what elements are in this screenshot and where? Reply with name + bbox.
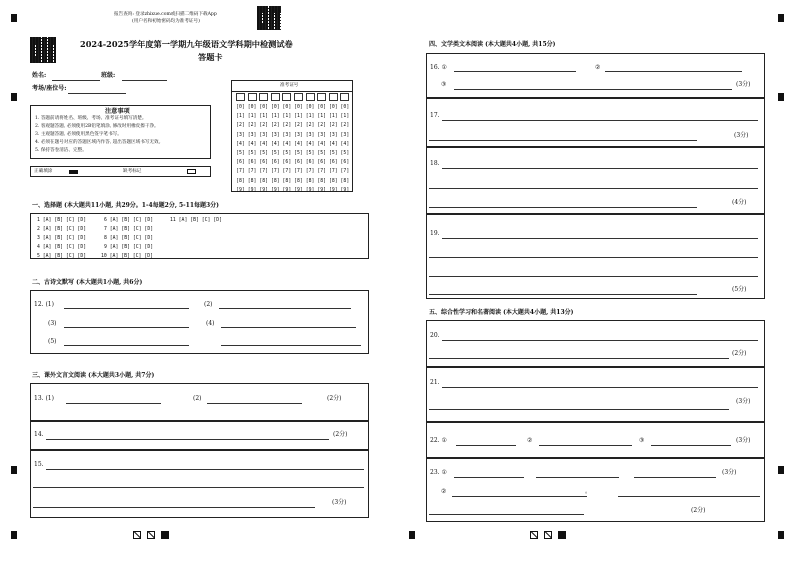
q15-line-3[interactable] bbox=[33, 507, 315, 508]
exam-id-write-cell[interactable] bbox=[306, 93, 315, 101]
q18-line-1[interactable] bbox=[442, 168, 758, 169]
exam-id-digit-bubble[interactable]: [0] bbox=[294, 105, 303, 110]
exam-id-write-cell[interactable] bbox=[317, 93, 326, 101]
q13-answer-box bbox=[30, 383, 369, 421]
q18-label: 18. bbox=[430, 160, 440, 167]
q15-line-1[interactable] bbox=[46, 469, 364, 470]
exam-id-column bbox=[247, 92, 258, 195]
exam-id-column bbox=[339, 92, 350, 195]
q20-answer-box bbox=[426, 320, 765, 367]
exam-id-digit-bubble[interactable]: [8] bbox=[305, 178, 315, 184]
exam-id-digit-bubble[interactable]: [4] bbox=[294, 141, 303, 147]
corner-mark bbox=[11, 93, 17, 101]
q14-blank[interactable] bbox=[46, 439, 329, 440]
exam-id-box bbox=[231, 80, 353, 192]
exam-id-digit-bubble[interactable]: [7] bbox=[317, 169, 327, 175]
exam-id-digit-bubble[interactable]: [2] bbox=[328, 123, 338, 129]
exam-id-digit-bubble[interactable]: [0] bbox=[305, 105, 315, 110]
page-id-box bbox=[558, 531, 566, 539]
exam-id-column bbox=[328, 92, 339, 195]
page-title: 2024-2025学年度第一学期九年级语文学科期中检测试卷 bbox=[80, 39, 293, 49]
q17-label: 17. bbox=[430, 112, 440, 119]
choice-row[interactable]: 7 [A] [B] [C] [D] bbox=[104, 227, 154, 232]
q13-part2-label: (2) bbox=[193, 395, 202, 402]
exam-id-digit-bubble[interactable]: [2] bbox=[270, 123, 280, 129]
exam-id-digit-bubble[interactable]: [8] bbox=[340, 178, 350, 184]
q12-blank-1[interactable] bbox=[64, 308, 189, 309]
exam-id-digit-bubble[interactable]: [5] bbox=[328, 150, 338, 156]
exam-id-digit-bubble[interactable]: [1] bbox=[340, 114, 350, 120]
exam-id-digit-bubble[interactable]: [0] bbox=[259, 105, 269, 110]
exam-id-digit-bubble[interactable]: [0] bbox=[247, 105, 257, 110]
q23-blank-5[interactable] bbox=[618, 496, 760, 497]
q15-line-2[interactable] bbox=[33, 487, 364, 488]
exam-id-digit-bubble[interactable]: [8] bbox=[294, 178, 303, 184]
exam-id-digit-bubble[interactable]: [8] bbox=[247, 178, 257, 184]
exam-id-digit-bubble[interactable]: [3] bbox=[340, 132, 350, 138]
exam-id-digit-bubble[interactable]: [9] bbox=[236, 187, 245, 193]
section1-title: 一、选择题 (本大题共11小题, 共29分。1-4每题2分, 5-11每题3分) bbox=[32, 202, 220, 209]
choice-row[interactable]: 3 [A] [B] [C] [D] bbox=[37, 236, 87, 241]
q22-blank-2[interactable] bbox=[539, 445, 632, 446]
exam-id-digit-bubble[interactable]: [7] bbox=[294, 169, 303, 175]
q22-blank-3[interactable] bbox=[651, 445, 731, 446]
exam-id-digit-bubble[interactable]: [5] bbox=[282, 150, 292, 156]
q12-blank-2[interactable] bbox=[219, 308, 351, 309]
section3-title: 三、课外文言文阅读 (本大题共3小题, 共7分) bbox=[32, 372, 155, 379]
exam-id-digit-bubble[interactable]: [4] bbox=[236, 141, 245, 147]
corner-mark bbox=[778, 93, 784, 101]
room-seat-field[interactable] bbox=[68, 93, 126, 94]
exam-id-digit-bubble[interactable]: [5] bbox=[294, 150, 303, 156]
q16-part3-label: ③ bbox=[441, 81, 447, 88]
correct-fill-sample bbox=[69, 170, 78, 174]
q16-blank-1[interactable] bbox=[454, 71, 576, 72]
q15-answer-box bbox=[30, 450, 369, 518]
q22-score: (3分) bbox=[736, 437, 751, 444]
q23-score-1: (3分) bbox=[722, 469, 737, 476]
exam-id-digit-bubble[interactable]: [7] bbox=[247, 169, 257, 175]
page-id-box bbox=[147, 531, 155, 539]
exam-id-digit-bubble[interactable]: [8] bbox=[259, 178, 269, 184]
q23-answer-box bbox=[426, 458, 765, 522]
q22-answer-box bbox=[426, 422, 765, 458]
exam-id-digit-bubble[interactable]: [7] bbox=[259, 169, 269, 175]
exam-id-digit-bubble[interactable]: [1] bbox=[282, 114, 292, 120]
exam-id-digit-bubble[interactable]: [2] bbox=[340, 123, 350, 129]
exam-id-column bbox=[270, 92, 281, 195]
exam-id-digit-bubble[interactable]: [5] bbox=[259, 150, 269, 156]
q17-line-1[interactable] bbox=[442, 120, 758, 121]
exam-id-digit-bubble[interactable]: [6] bbox=[317, 160, 327, 166]
exam-id-digit-bubble[interactable]: [6] bbox=[340, 160, 350, 166]
q18-score: (4分) bbox=[732, 199, 747, 206]
q23-blank-2[interactable] bbox=[536, 477, 619, 478]
exam-id-write-cell[interactable] bbox=[340, 93, 349, 101]
exam-id-digit-bubble[interactable]: [6] bbox=[247, 160, 257, 166]
q20-line-2[interactable] bbox=[429, 358, 729, 359]
q21-score: (3分) bbox=[736, 398, 751, 405]
corner-mark bbox=[778, 531, 784, 539]
exam-id-column bbox=[293, 92, 304, 195]
exam-id-column bbox=[316, 92, 327, 195]
q18-answer-box bbox=[426, 147, 765, 214]
exam-id-digit-bubble[interactable]: [8] bbox=[236, 178, 245, 184]
exam-id-digit-bubble[interactable]: [3] bbox=[259, 132, 269, 138]
exam-id-digit-bubble[interactable]: [6] bbox=[328, 160, 338, 166]
q19-answer-box bbox=[426, 214, 765, 299]
corner-mark bbox=[11, 466, 17, 474]
corner-mark bbox=[409, 531, 415, 539]
exam-id-digit-bubble[interactable]: [7] bbox=[236, 169, 245, 175]
q23-period: 。 bbox=[585, 488, 592, 495]
choice-row[interactable]: 2 [A] [B] [C] [D] bbox=[37, 227, 87, 232]
q14-answer-box bbox=[30, 421, 369, 450]
q21-line-2[interactable] bbox=[429, 409, 729, 410]
corner-mark bbox=[778, 466, 784, 474]
exam-id-digit-bubble[interactable]: [0] bbox=[317, 105, 327, 110]
page-id-box bbox=[161, 531, 169, 539]
exam-id-digit-bubble[interactable]: [4] bbox=[247, 141, 257, 147]
exam-id-digit-bubble[interactable]: [1] bbox=[305, 114, 315, 120]
choice-row[interactable]: 8 [A] [B] [C] [D] bbox=[104, 236, 154, 241]
report-query-text: 报告查询: 登录zhixue.com或扫描二维码下载App bbox=[114, 12, 217, 17]
q19-score: (5分) bbox=[732, 286, 747, 293]
q19-line-2[interactable] bbox=[429, 257, 758, 258]
choice-row[interactable]: 10 [A] [B] [C] [D] bbox=[101, 254, 153, 259]
notice-item: 2. 客观题答题, 必须使用2B铅笔填涂, 修改时用橡皮擦干净。 bbox=[35, 124, 159, 129]
exam-id-digit-bubble[interactable]: [9] bbox=[247, 187, 257, 193]
q22-blank-1[interactable] bbox=[456, 445, 516, 446]
fill-example-box bbox=[30, 166, 211, 177]
exam-id-digit-bubble[interactable]: [6] bbox=[270, 160, 280, 166]
notice-item: 3. 主观题答题, 必须使用黑色签字笔书写。 bbox=[35, 132, 122, 137]
exam-id-digit-bubble[interactable]: [2] bbox=[236, 123, 245, 129]
exam-id-digit-bubble[interactable]: [2] bbox=[259, 123, 269, 129]
section4-title: 四、文学类文本阅读 (本大题共4小题, 共15分) bbox=[429, 41, 556, 48]
exam-id-digit-bubble[interactable]: [3] bbox=[328, 132, 338, 138]
q13-blank-1[interactable] bbox=[66, 403, 161, 404]
name-label: 姓名: bbox=[32, 72, 47, 79]
choice-row[interactable]: 9 [A] [B] [C] [D] bbox=[104, 245, 154, 250]
exam-id-digit-bubble[interactable]: [2] bbox=[294, 123, 303, 129]
page-id-box bbox=[530, 531, 538, 539]
exam-id-digit-bubble[interactable]: [6] bbox=[294, 160, 303, 166]
exam-id-digit-bubble[interactable]: [7] bbox=[305, 169, 315, 175]
q19-line-1[interactable] bbox=[442, 238, 758, 239]
exam-id-digit-bubble[interactable]: [9] bbox=[305, 187, 315, 193]
exam-id-digit-bubble[interactable]: [2] bbox=[305, 123, 315, 129]
exam-id-digit-bubble[interactable]: [4] bbox=[317, 141, 327, 147]
corner-mark bbox=[11, 14, 17, 22]
q16-part2-label: ② bbox=[595, 64, 601, 71]
exam-id-digit-bubble[interactable]: [1] bbox=[317, 114, 327, 120]
q12-part5-label: (5) bbox=[48, 338, 57, 345]
q12-part3-label: (3) bbox=[48, 320, 57, 327]
q22-part3-label: ③ bbox=[639, 437, 645, 444]
q23-score-2: (2分) bbox=[691, 507, 706, 514]
exam-id-digit-bubble[interactable]: [9] bbox=[340, 187, 350, 193]
q20-label: 20. bbox=[430, 332, 440, 339]
choice-row[interactable]: 5 [A] [B] [C] [D] bbox=[37, 254, 87, 259]
exam-id-digit-bubble[interactable]: [6] bbox=[282, 160, 292, 166]
section2-title: 二、古诗文默写 (本大题共1小题, 共6分) bbox=[32, 279, 143, 286]
exam-id-digit-bubble[interactable]: [7] bbox=[282, 169, 292, 175]
q18-line-2[interactable] bbox=[429, 188, 758, 189]
notice-title: 注意事项 bbox=[105, 108, 130, 115]
q23-label: 23. ① bbox=[430, 469, 447, 476]
q13-blank-2[interactable] bbox=[207, 403, 302, 404]
exam-id-digit-bubble[interactable]: [0] bbox=[340, 105, 350, 110]
exam-id-digit-bubble[interactable]: [1] bbox=[247, 114, 257, 120]
notice-box bbox=[30, 105, 211, 159]
exam-id-digit-bubble[interactable]: [9] bbox=[259, 187, 269, 193]
q13-score: (2分) bbox=[327, 395, 342, 402]
exam-id-digit-bubble[interactable]: [6] bbox=[259, 160, 269, 166]
exam-id-digit-bubble[interactable]: [5] bbox=[236, 150, 245, 156]
exam-id-column bbox=[258, 92, 269, 195]
exam-id-write-cell[interactable] bbox=[282, 93, 291, 101]
exam-id-digit-bubble[interactable]: [6] bbox=[305, 160, 315, 166]
exam-id-digit-bubble[interactable]: [5] bbox=[247, 150, 257, 156]
exam-id-write-cell[interactable] bbox=[236, 93, 245, 101]
page-id-box bbox=[133, 531, 141, 539]
corner-mark bbox=[11, 531, 17, 539]
q12-part2-label: (2) bbox=[204, 301, 213, 308]
q15-score: (3分) bbox=[332, 499, 347, 506]
q16-blank-2[interactable] bbox=[605, 71, 742, 72]
q12-part4-label: (4) bbox=[206, 320, 215, 327]
exam-id-digit-bubble[interactable]: [0] bbox=[328, 105, 338, 110]
exam-id-digit-bubble[interactable]: [4] bbox=[259, 141, 269, 147]
q19-line-4[interactable] bbox=[429, 294, 697, 295]
q12-blank-6[interactable] bbox=[221, 345, 361, 346]
exam-id-digit-bubble[interactable]: [1] bbox=[270, 114, 280, 120]
exam-id-write-cell[interactable] bbox=[259, 93, 268, 101]
exam-id-digit-bubble[interactable]: [3] bbox=[294, 132, 303, 138]
exam-id-digit-bubble[interactable]: [3] bbox=[247, 132, 257, 138]
exam-id-digit-bubble[interactable]: [3] bbox=[317, 132, 327, 138]
q23-blank-6[interactable] bbox=[429, 514, 584, 515]
exam-id-digit-bubble[interactable]: [7] bbox=[328, 169, 338, 175]
name-field[interactable] bbox=[52, 80, 100, 81]
exam-id-column bbox=[235, 92, 246, 195]
exam-id-digit-bubble[interactable]: [5] bbox=[317, 150, 327, 156]
exam-id-digit-bubble[interactable]: [0] bbox=[282, 105, 292, 110]
q15-label: 15. bbox=[34, 461, 44, 468]
exam-id-digit-bubble[interactable]: [8] bbox=[282, 178, 292, 184]
exam-id-write-cell[interactable] bbox=[294, 93, 303, 101]
exam-id-column bbox=[281, 92, 292, 195]
exam-id-write-cell[interactable] bbox=[329, 93, 338, 101]
q14-label: 14. bbox=[34, 431, 44, 438]
exam-id-digit-bubble[interactable]: [2] bbox=[317, 123, 327, 129]
exam-id-digit-bubble[interactable]: [3] bbox=[236, 132, 245, 138]
report-query-note: (用户名和初始密码均为准考证号) bbox=[132, 19, 200, 24]
notice-item: 5. 保持答卷清洁、完整。 bbox=[35, 148, 87, 153]
room-seat-label: 考场/座位号: bbox=[32, 85, 67, 92]
exam-id-digit-bubble[interactable]: [5] bbox=[270, 150, 280, 156]
exam-id-column bbox=[305, 92, 316, 195]
corner-mark bbox=[778, 14, 784, 22]
exam-id-title: 准考证号 bbox=[280, 83, 299, 88]
q23-blank-3[interactable] bbox=[634, 477, 716, 478]
page-id-box bbox=[544, 531, 552, 539]
q16-label: 16. ① bbox=[430, 64, 447, 71]
q17-answer-box bbox=[426, 98, 765, 147]
exam-id-digit-bubble[interactable]: [9] bbox=[282, 187, 292, 193]
q23-part2-label: ② bbox=[441, 488, 447, 495]
exam-id-digit-bubble[interactable]: [8] bbox=[328, 178, 338, 184]
exam-id-digit-bubble[interactable]: [7] bbox=[340, 169, 350, 175]
class-field[interactable] bbox=[122, 80, 167, 81]
exam-id-digit-bubble[interactable]: [5] bbox=[305, 150, 315, 156]
q22-label: 22. ① bbox=[430, 437, 447, 444]
q12-blank-5[interactable] bbox=[64, 345, 189, 346]
exam-id-digit-bubble[interactable]: [9] bbox=[328, 187, 338, 193]
choice-answer-box bbox=[30, 213, 369, 259]
q12-blank-4[interactable] bbox=[221, 327, 356, 328]
exam-id-digit-bubble[interactable]: [1] bbox=[236, 114, 245, 120]
exam-id-digit-bubble[interactable]: [4] bbox=[328, 141, 338, 147]
q12-label: 12. (1) bbox=[34, 301, 54, 308]
q13-label: 13. (1) bbox=[34, 395, 54, 402]
q18-line-3[interactable] bbox=[429, 207, 697, 208]
exam-id-digit-bubble[interactable]: [0] bbox=[236, 105, 245, 110]
q22-part2-label: ② bbox=[527, 437, 533, 444]
q12-answer-box bbox=[30, 290, 369, 354]
exam-id-digit-bubble[interactable]: [1] bbox=[294, 114, 303, 120]
q21-line-1[interactable] bbox=[442, 387, 758, 388]
exam-id-digit-bubble[interactable]: [3] bbox=[305, 132, 315, 138]
q23-blank-1[interactable] bbox=[454, 477, 524, 478]
q21-label: 21. bbox=[430, 379, 440, 386]
choice-row[interactable]: 4 [A] [B] [C] [D] bbox=[37, 245, 87, 250]
exam-id-digit-bubble[interactable]: [3] bbox=[282, 132, 292, 138]
q20-score: (2分) bbox=[732, 350, 747, 357]
exam-id-digit-bubble[interactable]: [8] bbox=[317, 178, 327, 184]
exam-id-digit-bubble[interactable]: [5] bbox=[340, 150, 350, 156]
q23-blank-4[interactable] bbox=[452, 496, 587, 497]
answer-sheet-title: 答题卡 bbox=[198, 52, 223, 62]
exam-id-digit-bubble[interactable]: [7] bbox=[270, 169, 280, 175]
notice-item: 1. 答题前请将姓名、班级、考场、准考证号填写清楚。 bbox=[35, 116, 147, 121]
exam-id-digit-bubble[interactable]: [0] bbox=[270, 105, 280, 110]
q19-label: 19. bbox=[430, 230, 440, 237]
q20-line-1[interactable] bbox=[442, 340, 758, 341]
exam-id-write-cell[interactable] bbox=[271, 93, 280, 101]
choice-row[interactable]: 1 [A] [B] [C] [D] bbox=[37, 218, 87, 223]
notice-item: 4. 必须在题号对应的答题区域内作答, 超出答题区域书写无效。 bbox=[35, 140, 164, 145]
exam-id-digit-bubble[interactable]: [6] bbox=[236, 160, 245, 166]
exam-id-digit-bubble[interactable]: [8] bbox=[270, 178, 280, 184]
exam-id-write-cell[interactable] bbox=[248, 93, 257, 101]
exam-id-digit-bubble[interactable]: [2] bbox=[247, 123, 257, 129]
exam-id-digit-bubble[interactable]: [1] bbox=[328, 114, 338, 120]
q14-score: (2分) bbox=[333, 431, 348, 438]
app-qr-code bbox=[257, 6, 281, 30]
q16-blank-3[interactable] bbox=[454, 89, 732, 90]
exam-id-digit-bubble[interactable]: [9] bbox=[270, 187, 280, 193]
exam-id-digit-bubble[interactable]: [4] bbox=[340, 141, 350, 147]
class-label: 班级: bbox=[101, 72, 116, 79]
q17-score: (3分) bbox=[734, 132, 749, 139]
q16-score: (3分) bbox=[736, 81, 751, 88]
exam-id-digit-bubble[interactable]: [1] bbox=[259, 114, 269, 120]
exam-id-digit-bubble[interactable]: [4] bbox=[282, 141, 292, 147]
exam-id-digit-bubble[interactable]: [3] bbox=[270, 132, 280, 138]
sheet-qr-code bbox=[30, 37, 56, 63]
choice-row[interactable]: 6 [A] [B] [C] [D] bbox=[104, 218, 154, 223]
choice-row[interactable]: 11 [A] [B] [C] [D] bbox=[170, 218, 222, 223]
exam-id-digit-bubble[interactable]: [9] bbox=[317, 187, 327, 193]
exam-id-digit-bubble[interactable]: [4] bbox=[270, 141, 280, 147]
absent-mark-checkbox[interactable] bbox=[187, 169, 196, 174]
exam-id-digit-bubble[interactable]: [2] bbox=[282, 123, 292, 129]
exam-id-digit-bubble[interactable]: [4] bbox=[305, 141, 315, 147]
section5-title: 五、综合性学习和名著阅读 (本大题共4小题, 共13分) bbox=[429, 309, 574, 316]
correct-fill-label: 正确填涂 bbox=[34, 169, 53, 174]
q16-answer-box bbox=[426, 53, 765, 98]
q12-blank-3[interactable] bbox=[64, 327, 189, 328]
exam-id-digit-bubble[interactable]: [9] bbox=[294, 187, 303, 193]
q19-line-3[interactable] bbox=[429, 276, 758, 277]
absent-mark-label: 缺考标记 bbox=[123, 169, 142, 174]
q17-line-2[interactable] bbox=[429, 140, 697, 141]
q21-answer-box bbox=[426, 367, 765, 422]
